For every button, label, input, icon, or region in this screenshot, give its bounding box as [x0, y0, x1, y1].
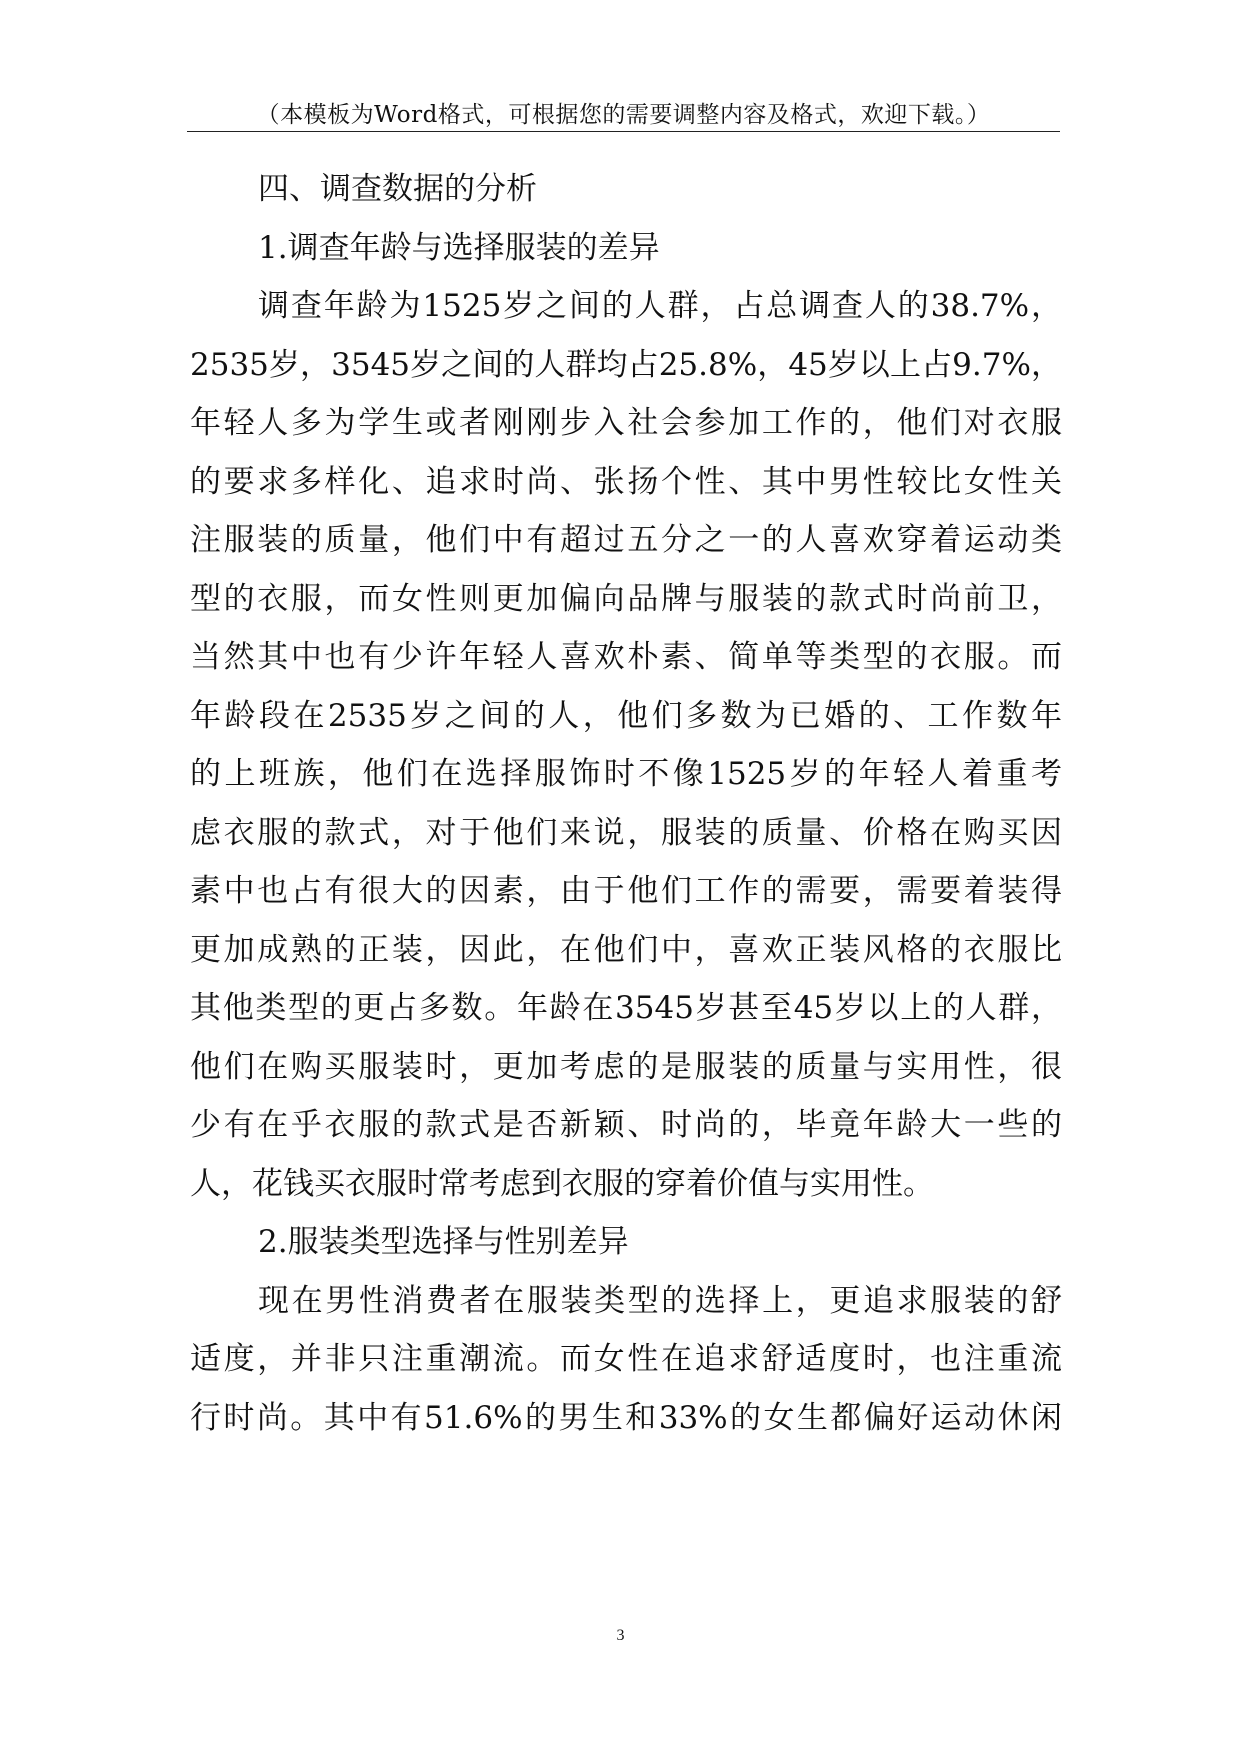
text-line: 素中也占有很大的因素，由于他们工作的需要，需要着装得 — [190, 873, 1062, 909]
text-line: 其他类型的更占多数。年龄在3545岁甚至45岁以上的人群， — [190, 990, 1062, 1026]
page-number: 3 — [616, 1627, 625, 1644]
text-line: 虑衣服的款式，对于他们来说，服装的质量、价格在购买因 — [190, 814, 1062, 851]
text-line: 调查年龄为1525岁之间的人群，占总调查人的38.7%， — [258, 288, 1062, 324]
text-line: 他们在购买服装时，更加考虑的是服装的质量与实用性，很 — [190, 1048, 1062, 1085]
text-line: 适度，并非只注重潮流。而女性在追求舒适度时，也注重流 — [190, 1341, 1062, 1377]
text-line: 年龄段在2535岁之间的人，他们多数为已婚的、工作数年 — [190, 697, 1062, 734]
text-line: 注服装的质量，他们中有超过五分之一的人喜欢穿着运动类 — [190, 522, 1062, 558]
text-line: 2535岁，3545岁之间的人群均占25.8%，45岁以上占9.7%， — [190, 346, 1062, 383]
text-line: 更加成熟的正装，因此，在他们中，喜欢正装风格的衣服比 — [190, 931, 1062, 968]
header-divider — [187, 131, 1060, 132]
document-body — [190, 160, 1062, 1447]
text-line: 现在男性消费者在服装类型的选择上，更追求服装的舒 — [258, 1282, 1062, 1319]
text-line: 年轻人多为学生或者刚刚步入社会参加工作的，他们对衣服 — [190, 405, 1062, 441]
text-line: 人，花钱买衣服时常考虑到衣服的穿着价值与实用性。 — [190, 1165, 934, 1202]
text-line: 2.服装类型选择与性别差异 — [258, 1224, 629, 1260]
text-line: 型的衣服，而女性则更加偏向品牌与服装的款式时尚前卫， — [190, 580, 1062, 617]
text-line: 行时尚。其中有51.6%的男生和33%的女生都偏好运动休闲 — [190, 1399, 1062, 1436]
text-line: 四、调查数据的分析 — [258, 171, 537, 207]
text-line: 当然其中也有少许年轻人喜欢朴素、简单等类型的衣服。而 — [190, 639, 1062, 675]
text-line: 的要求多样化、追求时尚、张扬个性、其中男性较比女性关 — [190, 463, 1062, 500]
header-note: （本模板为Word格式，可根据您的需要调整内容及格式，欢迎下载。） — [256, 102, 991, 128]
text-line: 的上班族，他们在选择服饰时不像1525岁的年轻人着重考 — [190, 756, 1062, 792]
text-line: 少有在乎衣服的款式是否新颖、时尚的，毕竟年龄大一些的 — [190, 1107, 1062, 1143]
text-line: 1.调查年龄与选择服装的差异 — [258, 229, 660, 266]
